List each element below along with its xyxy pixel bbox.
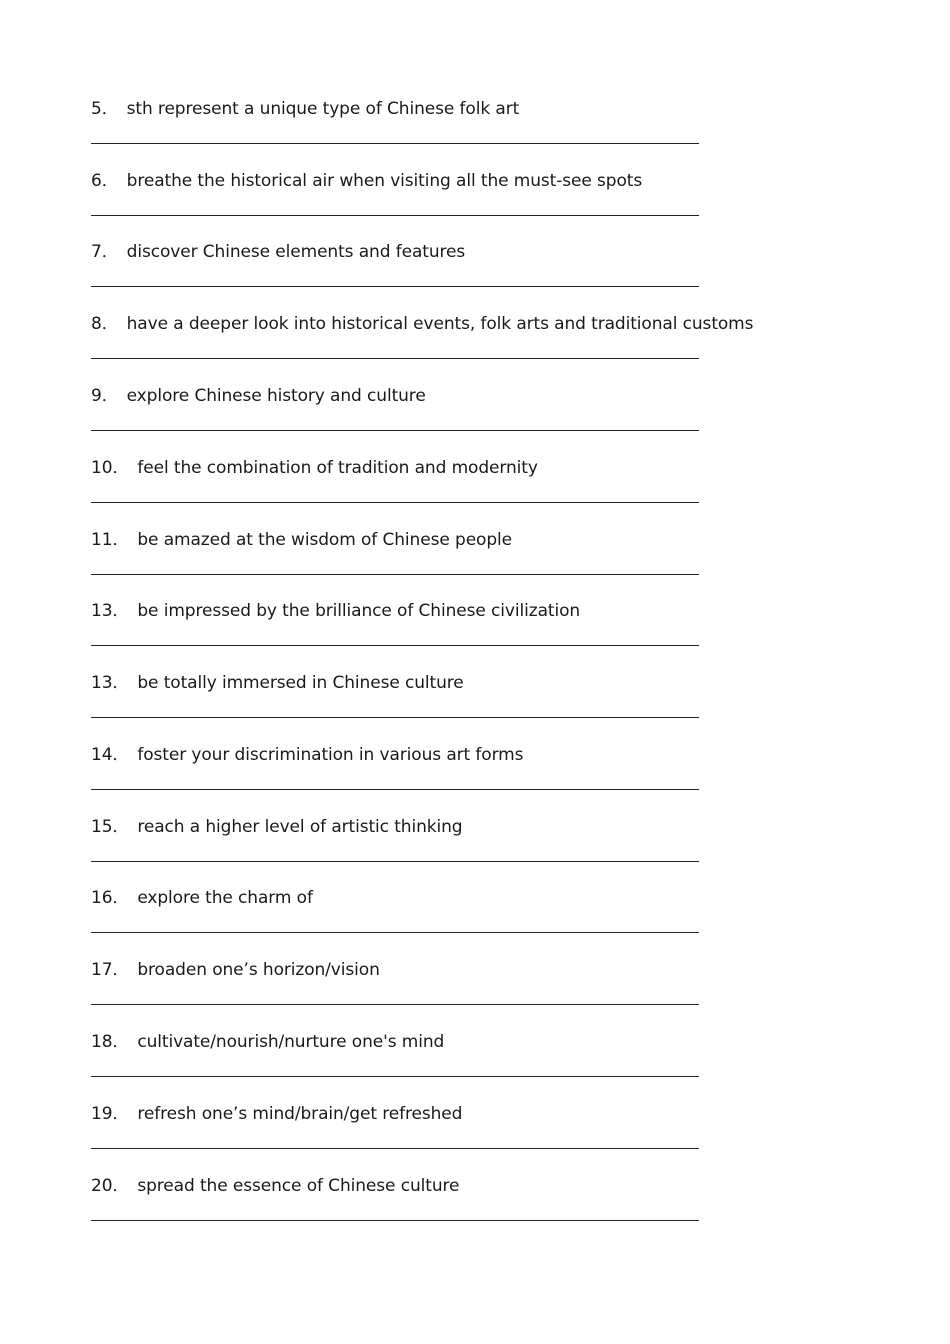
answer-line[interactable] <box>91 717 699 718</box>
exercise-item <box>91 241 711 313</box>
exercise-text: explore the charm of <box>137 888 313 908</box>
exercise-prompt <box>91 959 380 981</box>
exercise-prompt <box>91 98 519 120</box>
exercise-prompt <box>91 887 313 909</box>
exercise-item <box>91 529 711 601</box>
exercise-item <box>91 457 711 529</box>
answer-line[interactable] <box>91 861 699 862</box>
exercise-number: 9． <box>91 386 119 406</box>
answer-line[interactable] <box>91 645 699 646</box>
answer-line[interactable] <box>91 789 699 790</box>
exercise-text: reach a higher level of artistic thinking <box>137 817 463 837</box>
exercise-prompt <box>91 241 465 263</box>
answer-line[interactable] <box>91 430 699 431</box>
exercise-item <box>91 600 711 672</box>
exercise-prompt <box>91 529 512 551</box>
exercise-item <box>91 1175 711 1247</box>
answer-line[interactable] <box>91 502 699 503</box>
exercise-number: 11． <box>91 530 130 550</box>
exercise-prompt <box>91 313 753 335</box>
exercise-prompt <box>91 672 464 694</box>
exercise-item <box>91 1103 711 1175</box>
exercise-item <box>91 385 711 457</box>
answer-line[interactable] <box>91 286 699 287</box>
exercise-number: 6． <box>91 171 119 191</box>
answer-line[interactable] <box>91 932 699 933</box>
exercise-number: 13． <box>91 673 130 693</box>
exercise-text: sth represent a unique type of Chinese folk art <box>126 99 520 119</box>
exercise-number: 18． <box>91 1032 130 1052</box>
exercise-prompt <box>91 170 642 192</box>
exercise-text: explore Chinese history and culture <box>126 386 426 406</box>
exercise-text: broaden one’s horizon/vision <box>137 960 380 980</box>
exercise-text: spread the essence of Chinese culture <box>137 1176 460 1196</box>
answer-line[interactable] <box>91 1076 699 1077</box>
exercise-text: refresh one’s mind/brain/get refreshed <box>137 1104 463 1124</box>
exercise-item <box>91 313 754 385</box>
exercise-prompt <box>91 1031 444 1053</box>
exercise-number: 10． <box>91 458 130 478</box>
answer-line[interactable] <box>91 1004 699 1005</box>
exercise-number: 7． <box>91 242 119 262</box>
exercise-text: have a deeper look into historical events, folk arts and traditional customs <box>126 314 754 334</box>
exercise-item <box>91 170 711 242</box>
exercise-item <box>91 887 711 959</box>
exercise-item <box>91 816 711 888</box>
answer-line[interactable] <box>91 574 699 575</box>
exercise-prompt <box>91 600 580 622</box>
exercise-item <box>91 672 711 744</box>
exercise-number: 17． <box>91 960 130 980</box>
exercise-text: be impressed by the brilliance of Chinese civilization <box>137 601 581 621</box>
exercise-text: be amazed at the wisdom of Chinese people <box>137 530 513 550</box>
exercise-item <box>91 1031 711 1103</box>
answer-line[interactable] <box>91 1148 699 1149</box>
exercise-item <box>91 98 711 170</box>
answer-line[interactable] <box>91 215 699 216</box>
exercise-text: feel the combination of tradition and modernity <box>137 458 538 478</box>
exercise-number: 14． <box>91 745 130 765</box>
exercise-prompt <box>91 385 426 407</box>
exercise-number: 5． <box>91 99 119 119</box>
exercise-prompt <box>91 816 462 838</box>
exercise-text: breathe the historical air when visiting all the must-see spots <box>126 171 643 191</box>
exercise-number: 8． <box>91 314 119 334</box>
exercise-prompt <box>91 1103 462 1125</box>
exercise-prompt <box>91 457 538 479</box>
exercise-text: be totally immersed in Chinese culture <box>137 673 464 693</box>
answer-line[interactable] <box>91 143 699 144</box>
exercise-item <box>91 744 711 816</box>
exercise-number: 20． <box>91 1176 130 1196</box>
exercise-item <box>91 959 711 1031</box>
exercise-number: 13． <box>91 601 130 621</box>
exercise-prompt <box>91 1175 459 1197</box>
exercise-text: discover Chinese elements and features <box>126 242 466 262</box>
exercise-text: cultivate/nourish/nurture one's mind <box>137 1032 445 1052</box>
exercise-prompt <box>91 744 523 766</box>
answer-line[interactable] <box>91 358 699 359</box>
exercise-number: 19． <box>91 1104 130 1124</box>
exercise-number: 16． <box>91 888 130 908</box>
exercise-number: 15． <box>91 817 130 837</box>
exercise-text: foster your discrimination in various art forms <box>137 745 524 765</box>
answer-line[interactable] <box>91 1220 699 1221</box>
